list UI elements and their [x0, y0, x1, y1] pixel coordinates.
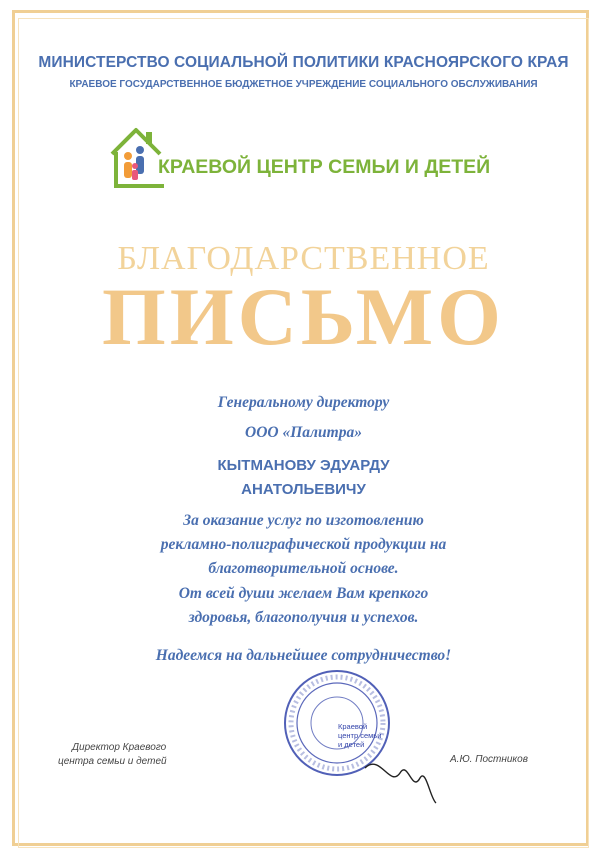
ministry-heading: МИНИСТЕРСТВО СОЦИАЛЬНОЙ ПОЛИТИКИ КРАСНОЯРСКОГО КРАЯ: [38, 54, 569, 71]
recipient-name-line2: АНАТОЛЬЕВИЧУ: [241, 481, 366, 498]
title-line1: БЛАГОДАРСТВЕННОЕ: [117, 240, 490, 277]
closing-line: Надеемся на дальнейшее сотрудничество!: [155, 647, 452, 664]
body-line: рекламно-полиграфической продукции на: [160, 536, 447, 553]
body-line: За оказание услуг по изготовлению: [183, 512, 424, 529]
signature-name: А.Ю. Постников: [450, 754, 528, 765]
center-logo: [106, 122, 526, 192]
body-line: От всей души желаем Вам крепкого: [178, 585, 429, 602]
stamp-text-line: Краевой: [338, 722, 368, 731]
recipient-name-line1: КЫТМАНОВУ ЭДУАРДУ: [217, 457, 390, 474]
title-line2: ПИСЬМО: [102, 271, 505, 362]
body-line: благотворительной основе.: [208, 560, 399, 577]
body-line: здоровья, благополучия и успехов.: [188, 609, 419, 626]
recipient-company: ООО «Палитра»: [245, 424, 362, 441]
signature-scribble: [360, 748, 440, 808]
institution-heading: КРАЕВОЕ ГОСУДАРСТВЕННОЕ БЮДЖЕТНОЕ УЧРЕЖДЕНИЕ СОЦИАЛЬНОГО ОБСЛУЖИВАНИЯ: [69, 79, 538, 90]
signature-title-line1: Директор Краевого: [72, 742, 167, 753]
stamp-text-line: и детей: [338, 740, 365, 749]
stamp-center-text: [338, 722, 388, 749]
house-family-icon: [106, 122, 166, 192]
stamp-text-line: центр семьи: [338, 731, 382, 740]
signature-title-line2: центра семьи и детей: [58, 756, 167, 767]
logo-text: КРАЕВОЙ ЦЕНТР СЕМЬИ И ДЕТЕЙ: [158, 156, 491, 178]
recipient-position: Генеральному директору: [217, 394, 390, 411]
